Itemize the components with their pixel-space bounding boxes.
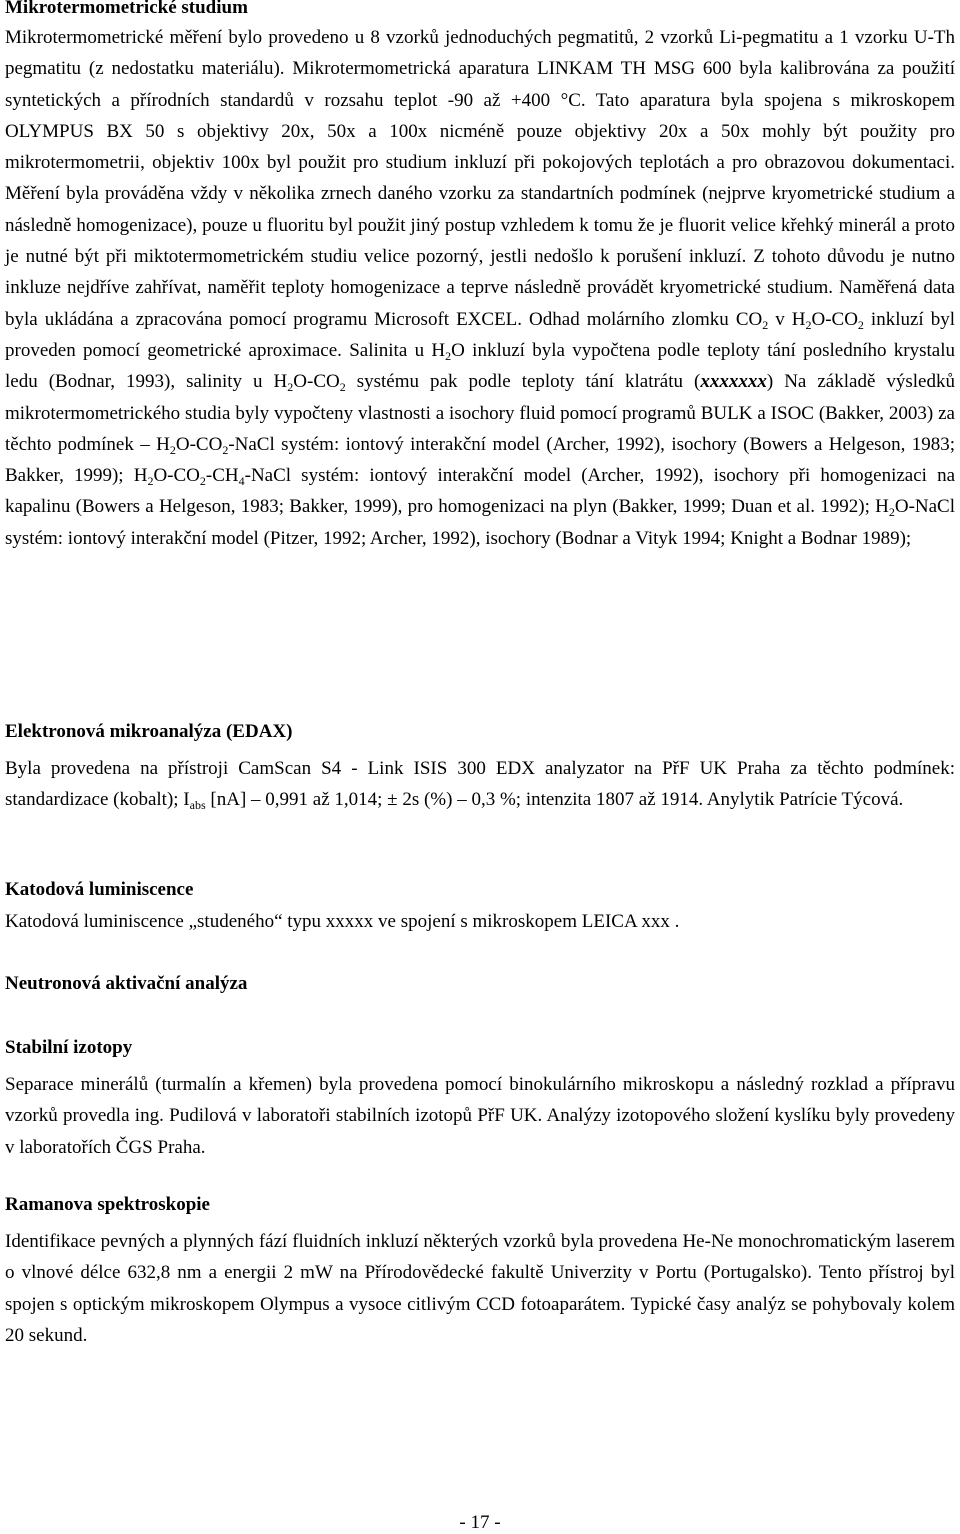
section-raman-spectroscopy — [5, 1195, 955, 1351]
section-heading: Neutronová aktivační analýza — [5, 973, 248, 994]
section-heading: Elektronová mikroanalýza (EDAX) — [5, 721, 293, 742]
section-paragraph: Mikrotermometrické měření bylo provedeno u 8 vzorků jednoduchých pegmatitů, 2 vzorků Li-pegmatitu a 1 vzorku U-Th pegmatitu (z nedostatku materiálu). Mikrotermometrická aparatura LINKAM TH MSG 600 byla kalibrována za použití syntetických a přírodních standardů v rozsahu teplot -90 až +400 °C. Tato aparatura byla spojena s mikroskopem OLYMPUS BX 50 s objektivy 20x, 50x a 100x nicméně pouze objektivy 20x a 50x mohly být použity pro mikrotermometrii, objektiv 100x byl použit pro studium inkluzí při pokojových teplotách a pro obrazovou dokumentaci. Měření byla prováděna vždy v několika zrnech daného vzorku za standartních podmínek (nejprve kryometrické studium a následně homogenizace), pouze u fluoritu byl použit jiný postup vzhledem k tomu že je fluorit velice křehký minerál a proto je nutné být při miktotermometrickém studiu velice pozorný, jestli nedošlo k porušení inkluzí. Z tohoto důvodu je nutno inkluze nejdříve zahřívat, naměřit teploty homogenizace a teprve následně provádět kryometrické studium. Naměřená data byla ukládána a zpracována pomocí programu Microsoft EXCEL. Odhad molárního zlomku $CO_2$ v $H_2O-CO_2$ inkluzí byl proveden pomocí geometrické aproximace. Salinita u $H_2O$ inkluzí byla vypočtena podle teploty tání posledního krystalu ledu (Bodnar, 1993), salinity u $H_2O-CO_2$ systému pak podle teploty tání klatrátu (xxxxxxx) Na základě výsledků mikrotermometrického studia byly vypočteny vlastnosti a isochory fluid pomocí programů BULK a ISOC (Bakker, 2003) za těchto podmínek – $H_2O-CO_2$-NaCl systém: iontový interakční model (Archer, 1992), isochory (Bowers a Helgeson, 1983; Bakker, 1999); $H_2O-CO_2-CH_4$-NaCl systém: iontový interakční model (Archer, 1992), isochory při homogenizaci na kapalinu (Bowers a Helgeson, 1983; Bakker, 1999), pro homogenizaci na plyn (Bakker, 1999; Duan et al. 1992); $H_2O$-NaCl systém: iontový interakční model (Pitzer, 1992; Archer, 1992), isochory (Bodnar a Vityk 1994; Knight a Bodnar 1989); — [5, 27, 956, 549]
section-stable-isotopes — [5, 1038, 955, 1163]
section-heading: Stabilní izotopy — [5, 1037, 133, 1058]
section-heading: Mikrotermometrické studium — [5, 0, 248, 18]
section-heading: Katodová luminiscence — [5, 879, 194, 900]
section-heading: Ramanova spektroskopie — [5, 1194, 210, 1215]
section-paragraph: Byla provedena na přístroji CamScan S4 - Link ISIS 300 EDX analyzator na PřF UK Praha za těchto podmínek: standardizace (kobalt); $I_{abs}$ [nA] – 0,991 až 1,014; ± 2s (%) – 0,3 %; intenzita 1807 až 1914. Anylytik Patrície Týcová. — [5, 758, 955, 813]
section-paragraph: Separace minerálů (turmalín a křemen) byla provedena pomocí binokulárního mikroskopu a následný rozklad a přípravu vzorků provedla ing. Pudilová v laboratoři stabilních izotopů PřF UK. Analýzy izotopového složení kyslíku byly provedeny v laboratořích ČGS Praha. — [5, 1074, 955, 1158]
page-number: - 17 - — [459, 1512, 501, 1533]
section-microthermometry — [5, 0, 955, 554]
section-cathodoluminescence — [5, 880, 955, 933]
section-neutron-activation — [5, 974, 955, 994]
section-edax — [5, 722, 955, 816]
section-paragraph: Identifikace pevných a plynných fází fluidních inkluzí některých vzorků byla provedena He-Ne monochromatickým laserem o vlnové délce 632,8 nm a energii 2 mW na Přírodovědecké fakultě Univerzity v Portu (Portugalsko). Tento přístroj byl spojen s optickým mikroskopem Olympus a vysoce citlivým CCD fotoaparátem. Typické časy analýz se pohybovaly kolem 20 sekund. — [5, 1231, 955, 1346]
section-paragraph: Katodová luminiscence „studeného“ typu xxxxx ve spojení s mikroskopem LEICA xxx . — [5, 911, 680, 932]
